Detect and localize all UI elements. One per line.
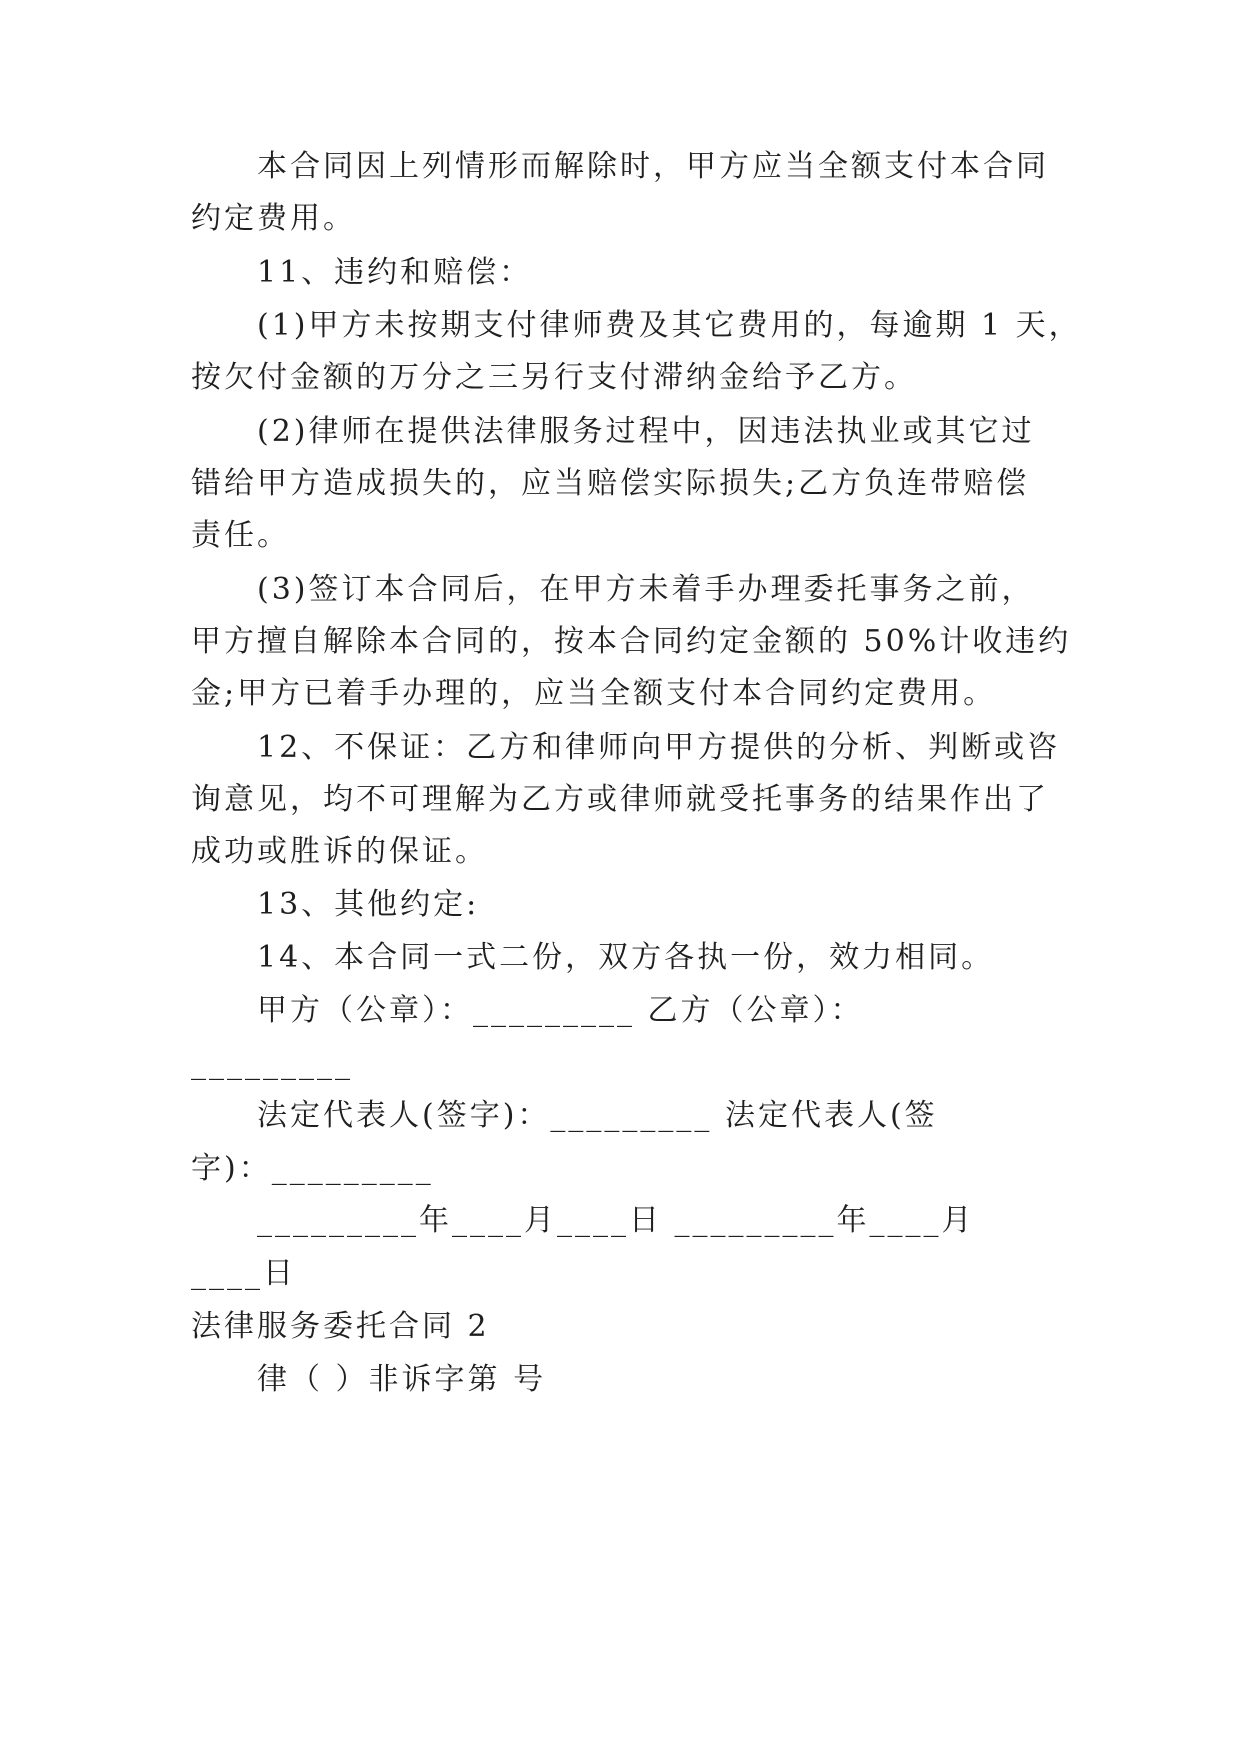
section-line-12: 成功或胜诉的保证。 [191, 834, 488, 869]
legal-representative-line: 法定代表人(签字)：_________ 法定代表人(签 [257, 1098, 938, 1133]
paragraph-line: 本合同因上列情形而解除时，甲方应当全额支付本合同 [257, 149, 1049, 184]
section-line-14: 14、本合同一式二份，双方各执一份，效力相同。 [257, 940, 995, 975]
clause-line: (1)甲方未按期支付律师费及其它费用的，每逾期 1 天， [257, 308, 1082, 343]
section-line-12: 询意见，均不可理解为乙方或律师就受托事务的结果作出了 [191, 782, 1049, 817]
signature-seal-line: 甲方（公章）：_________ 乙方（公章）： [257, 993, 864, 1028]
document-number-line: 律（ ）非诉字第 号 [257, 1362, 547, 1397]
section-heading-11: 11、违约和赔偿： [257, 255, 533, 290]
clause-line: 甲方擅自解除本合同的，按本合同约定金额的 50%计收违约 [191, 624, 1072, 659]
date-line: ____日 [191, 1256, 296, 1291]
clause-line: 金;甲方已着手办理的，应当全额支付本合同约定费用。 [191, 676, 997, 711]
date-line: _________年____月____日 _________年____月 [257, 1203, 975, 1238]
clause-line: 错给甲方造成损失的，应当赔偿实际损失;乙方负连带赔偿 [191, 466, 1030, 501]
legal-representative-line: 字)：_________ [191, 1151, 434, 1186]
document-title: 法律服务委托合同 2 [191, 1309, 490, 1344]
section-heading-13: 13、其他约定: [257, 887, 480, 922]
clause-line: 按欠付金额的万分之三另行支付滞纳金给予乙方。 [191, 360, 917, 395]
clause-line: (3)签订本合同后，在甲方未着手办理委托事务之前， [257, 572, 1035, 607]
clause-line: (2)律师在提供法律服务过程中，因违法执业或其它过 [257, 414, 1035, 449]
section-line-12: 12、不保证：乙方和律师向甲方提供的分析、判断或咨 [257, 730, 1061, 765]
paragraph-line: 约定费用。 [191, 201, 356, 236]
clause-line: 责任。 [191, 518, 290, 553]
signature-blank-line: _________ [191, 1046, 353, 1081]
